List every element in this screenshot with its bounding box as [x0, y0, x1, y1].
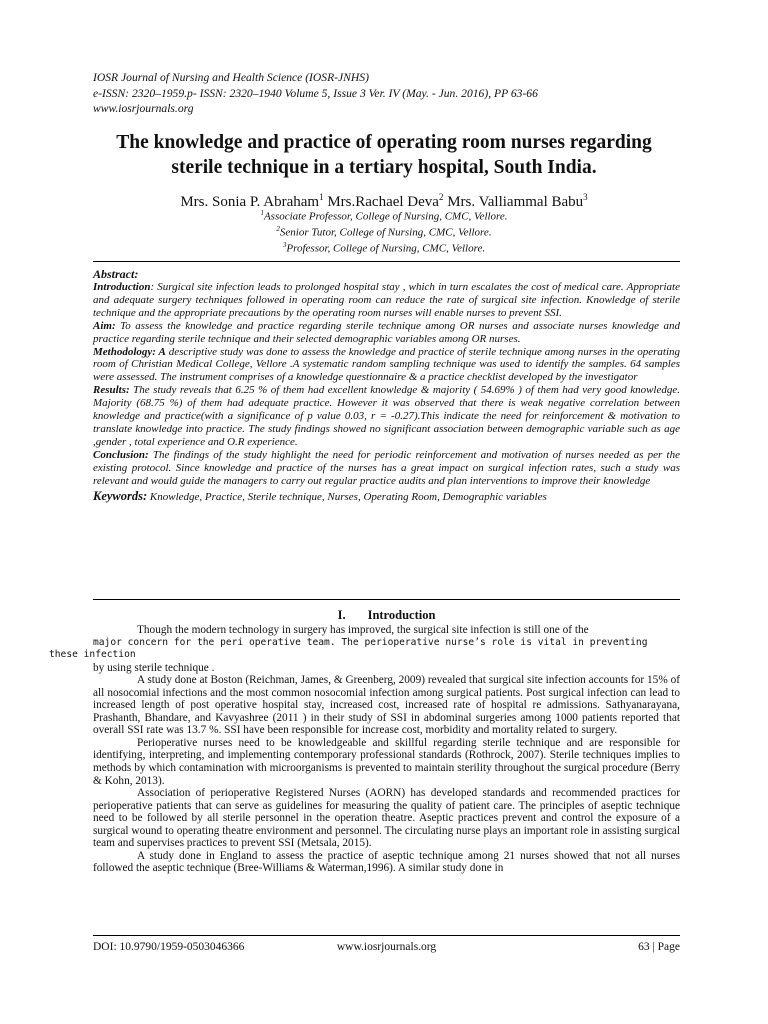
section-number: I. [337, 608, 346, 622]
paragraph-text: Though the modern technology in surgery has improved, the surgical site infection is still one of the [137, 624, 589, 636]
abstract-text: To assess the knowledge and practice regarding sterile technique among OR nurses and associate nurses knowledge and practice regarding sterile technique and their selected demographic variables among OR nurses. [93, 319, 680, 345]
affiliation-text: Senior Tutor, College of Nursing, CMC, Vellore. [279, 226, 492, 239]
title-line-2: sterile technique in a tertiary hospital, South India. [171, 157, 597, 178]
paragraph-text-mono: major concern for the peri operative team. The perioperative nurse’s role is vital in preventing these infection [49, 636, 648, 661]
footer-doi: DOI: 10.9790/1959-0503046366 [93, 941, 245, 953]
abstract-bottom-rule [93, 599, 680, 600]
section-title: Introduction [367, 608, 436, 622]
abstract-introduction [93, 281, 680, 320]
affiliation [60, 223, 708, 239]
paragraph-text: by using sterile technique . [93, 661, 215, 674]
paragraph: A study done in England to assess the practice of aseptic technique among 21 nurses showed that not all nurses followed the aseptic technique (Bree-Williams & Waterman,1996). A similar study done in [93, 849, 680, 875]
author-sup: 3 [583, 192, 588, 202]
abstract-block [93, 267, 680, 505]
abstract-label: Results: [93, 384, 130, 397]
abstract-label: Conclusion: [93, 448, 149, 461]
abstract-label: Aim: [93, 319, 116, 332]
author-sup: 1 [319, 192, 324, 202]
affiliation-text: Associate Professor, College of Nursing, CMC, Vellore. [263, 210, 508, 223]
abstract-text: The findings of the study highlight the need for periodic reinforcement and motivation of nurses needed as per the existing protocol. Since knowledge and practice of the nurses has a great impact on surgical infection rates, such a study was relevant and would guide the managers to carry out regular practice audits and plan interventions to improve their knowledge [93, 448, 680, 487]
author-name: Mrs. Sonia P. Abraham [180, 194, 320, 210]
abstract-top-rule [93, 261, 680, 262]
affiliation-sup: 3 [282, 241, 287, 250]
paper-title [60, 130, 708, 180]
journal-issn: e-ISSN: 2320–1959.p- ISSN: 2320–1940 Volume 5, Issue 3 Ver. IV (May. - Jun. 2016), PP 63-66 [93, 86, 538, 100]
paragraph: A study done at Boston (Reichman, James, & Greenberg, 2009) revealed that surgical site infection accounts for 15% of all nosocomial infections and the most common nosocomial infection among surgical patients. Post surgical infection can lead to increased length of post operative hospital stay, increased cost, increased rate of hospital re admissions. Sathyanarayana, Prashanth, Bhandare, and Kavyashree (2011 ) in their study of SSI in abdominal surgeries among 1000 patients reported that overall SSI rate was 13.7 %. SSI have been responsible for increase cost, morbidity and mortality related to surgery. [93, 674, 680, 737]
keywords-label: Keywords: [93, 488, 148, 503]
affiliation [60, 207, 708, 223]
affiliation-text: Professor, College of Nursing, CMC, Vellore. [286, 242, 486, 255]
abstract-heading: Abstract: [93, 267, 139, 281]
paragraph: Perioperative nurses need to be knowledgeable and skillful regarding sterile technique and are responsible for identifying, interpreting, and implementing contemporary professional standards (Rothrock, 2007). Sterile techniques implies to methods by which contamination with microorganisms is prevented to maintain sterility throughout the surgical procedure (Berry & Kohn, 2013). [93, 736, 680, 787]
affiliation-sup: 1 [260, 209, 264, 217]
keywords [93, 488, 680, 505]
abstract-text: : Surgical site infection leads to prolonged hospital stay , which in turn escalates the cost of medical care. Appropriate and adequate surgery techniques followed in operating room can reduce the rate of surgical site infection. Knowledge of sterile technique and the appropriate precautions by the operating room nurses will enable nurses to prevent SSI. [93, 281, 680, 319]
journal-name: IOSR Journal of Nursing and Health Science (IOSR-JNHS) [93, 71, 369, 84]
abstract-text: descriptive study was done to assess the knowledge and practice of sterile technique among nurses in the operating room of Christian Medical College, Vellore .A systematic random sampling technique was used to identify the samples. 64 samples were assessed. The instrument comprises of a knowledge questionnaire & a practice checklist developed by the investigator [93, 345, 680, 384]
paragraph [49, 624, 680, 674]
author-name: Mrs.Rachael Deva [327, 194, 439, 210]
title-line-1: The knowledge and practice of operating room nurses regarding [116, 132, 652, 153]
footer-rule [93, 935, 680, 936]
abstract-methodology [93, 346, 680, 385]
abstract-text: The study reveals that 6.25 % of them had excellent knowledge & majority ( 54.69% ) of them had very good knowledge. Majority (68.75 %) of them had adequate practice. However it was observed that there is weak negative correlation between knowledge and practice(with a significance of p value 0.03, r = -0.27).This indicate the need for reinforcement & motivation to translate knowledge into practice. The study findings showed no significant association between demographic variable such as age ,gender , total experience and O.R experience. [93, 384, 680, 448]
keywords-text: Knowledge, Practice, Sterile technique, Nurses, Operating Room, Demographic variables [147, 490, 547, 503]
affiliation-sup: 2 [276, 225, 280, 234]
journal-website: www.iosrjournals.org [93, 102, 194, 115]
paragraph: Association of perioperative Registered Nurses (AORN) has developed standards and recommended practices for perioperative patients that can serve as guidelines for measuring the quality of patient care. The principles of aseptic technique need to be followed by all sterile personnel in the operation theatre. Aseptic practices prevent and control the exposure of a surgical wound to operating theatre environment and personnel. The circulating nurse plays an important role in assisting surgical team and supervises practices to prevent SSI (Metsala, 2015). [93, 787, 680, 850]
footer-page-number: 63 | Page [638, 941, 680, 953]
abstract-conclusion [93, 449, 680, 488]
footer-website: www.iosrjournals.org [336, 941, 437, 953]
abstract-label: Methodology: A [93, 345, 166, 358]
author-sup: 2 [438, 192, 444, 202]
section-heading [93, 607, 680, 623]
abstract-label: Introduction [93, 281, 151, 293]
abstract-results [93, 384, 680, 449]
journal-header [93, 70, 693, 117]
body-text [49, 624, 680, 875]
abstract-aim [93, 320, 680, 346]
affiliation [60, 239, 708, 255]
author-name: Mrs. Valliammal Babu [447, 194, 584, 210]
affiliation-list [60, 207, 708, 255]
